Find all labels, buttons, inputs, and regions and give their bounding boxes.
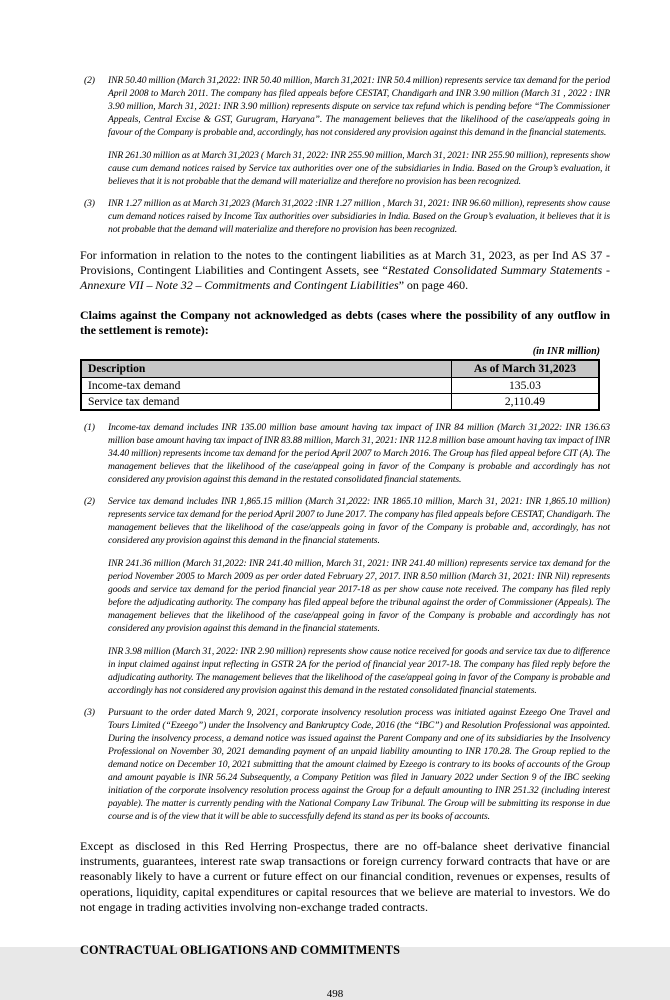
cell-value: 2,110.49 (451, 394, 599, 411)
cell-description: Service tax demand (81, 394, 451, 411)
unit-note: (in INR million) (532, 346, 600, 358)
note-paragraph: INR 1.27 million as at March 31,2023 (March 31,2022 :INR 1.27 million , March 31, 2021: INR 96.60 million), represents show cause cum demand notices raised by Income Tax authorities over subsidiaries in India. Based on the Group’s evaluation, it believes that it is not probable that the demand will materialize and therefore no provision has been recognized. (108, 198, 610, 235)
info-paragraph-text: ” on page 460. (398, 278, 469, 293)
table-header-value: As of March 31,2023 (451, 360, 599, 378)
footnote-paragraph: Service tax demand includes INR 1,865.15 million (March 31,2022: INR 1865.10 million, March 31, 2021: INR 1,865.10 million) represents service tax demand for the period April 2007 to June 2017. The company has filed appeals before CESTAT, Chandigarh. The management believes that the likelihood of the case/appeals going in favor of the Company is probable and, accordingly, has not considered any provision against this demand in the financial statements. (108, 496, 610, 547)
claims-table (80, 359, 600, 411)
cross-reference-title: Restated Consolidated Summary Statements - Annexure VII – Note 32 – Commitments and Contingent Liabilities (80, 263, 610, 293)
note-marker: (2) (84, 75, 95, 86)
table-row (81, 378, 599, 394)
closing-paragraph: Except as disclosed in this Red Herring Prospectus, there are no off-balance sheet derivative financial instruments, guarantees, interest rate swap transactions or foreign currency forward contracts that have or are reasonably likely to have a current or future effect on our financial condition, revenues or expenses, results of operations, liquidity, capital expenditures or capital resources that we believe are material to investors. We do not engage in trading activities involving non-exchange traded contracts. (80, 839, 610, 914)
info-paragraph-text: For information in relation to the notes to the contingent liabilities as at March 31, 2023, as per Ind AS 37 - Provisions, Contingent Liabilities and Contingent Assets, see “ (80, 248, 610, 278)
page-content (80, 74, 610, 1000)
table-row (81, 394, 599, 411)
footnote-item-3 (80, 706, 610, 823)
footnote-paragraph: INR 241.36 million (March 31,2022: INR 241.40 million, March 31, 2021: INR 241.40 million) represents service tax demand for the period November 2005 to March 2009 as per order dated February 27, 2017. INR 8.50 million (March 31, 2021: INR Nil) represents goods and service tax demand for the period financial year 2017-18 as per show cause note received. The company has filed reply before the adjudicating authority. The company has filed appeal before the tribunal against the order of Commissioner (Appeals). The management believes that the likelihood of the case/appeal going in favor of the Company is probable and accordingly has not considered any provision against this demand in the financial statements. (108, 558, 610, 635)
footnote-item-1 (80, 421, 610, 486)
note-paragraph: INR 261.30 million as at March 31,2023 ( March 31, 2022: INR 255.90 million, March 31, 2021: INR 255.90 million), represents show cause cum demand notices raised by Service tax authorities over one of the subsidiaries in India. Based on the Group’s evaluation, it believes that it is not probable that the demand will materialize and therefore no provision has been recognized. (108, 150, 610, 187)
footnote-paragraph: INR 3.98 million (March 31, 2022: INR 2.90 million) represents show cause notice received for goods and service tax due to difference in input claimed against input reflecting in GSTR 2A for the period of financial year 2017-18. The company has filed reply before the adjudicating authority. The management believes that the likelihood of the case/appeal going in favor of the Company is probable and accordingly has not considered any provision against this demand in the restated consolidated financial statements. (108, 646, 610, 697)
footnote-paragraph: Pursuant to the order dated March 9, 2021, corporate insolvency resolution process was initiated against Ezeego One Travel and Tours Limited (“Ezeego”) under the Insolvency and Bankruptcy Code, 2016 (the “IBC”) and Resolution Professional was appointed. During the insolvency process, a demand notice was issued against the Parent Company and one of its subsidiaries by the Insolvency Professional on November 30, 2021 demanding payment of an unpaid liability amounting to INR 170.28. The Group replied to the demand notice on December 10, 2021 submitting that the amount claimed by Ezeego is contrary to its books of accounts of the Group and amount payable is INR 56.24 Subsequently, a Company Petition was filed in January 2022 under Section 9 of the IBC seeking initiation of the corporate insolvency resolution process against the Group for a default amounting to INR 251.32 (including interest payable). The matter is currently pending with the National Company Law Tribunal. The Group will be submitting its response in due course and is of the view that it will be able to successfully defend its stand as per its books of accounts. (108, 707, 610, 823)
footnote-item-2 (80, 495, 610, 697)
footnote-marker: (1) (84, 422, 95, 434)
footnote-marker: (2) (84, 496, 95, 508)
cell-value: 135.03 (451, 378, 599, 394)
table-header-description: Description (81, 360, 451, 378)
note-item-2 (80, 74, 610, 188)
note-marker: (3) (84, 198, 95, 209)
footnote-paragraph: Income-tax demand includes INR 135.00 million base amount having tax impact of INR 84 million (March 31,2022: INR 136.63 million base amount having tax impact of INR 83.88 million, March 31, 2021: INR 112.8 million base amount having tax impact of INR 34.40 million) represents income tax demand for the period April 2007 to March 2016. The Group has filed appeal before CIT (A). The management believes that the likelihood of the case/appeal going in favor of the Company is probable and accordingly has not considered any provision against this demand in the restated consolidated financial statements. (108, 422, 610, 486)
section-heading: CONTRACTUAL OBLIGATIONS AND COMMITMENTS (80, 943, 401, 958)
table-footnotes-block (80, 421, 610, 823)
table-header-row (81, 360, 599, 378)
page-number: 498 (326, 988, 344, 1000)
footnote-marker: (3) (84, 707, 95, 719)
top-notes-block (80, 74, 610, 236)
claims-heading: Claims against the Company not acknowledged as debts (cases where the possibility of any outflow in the settlement is remote): (80, 307, 610, 337)
note-paragraph: INR 50.40 million (March 31,2022: INR 50.40 million, March 31,2021: INR 50.4 million) represents service tax demand for the period April 2008 to March 2011. The company has filed appeals before CESTAT, Chandigarh and INR 3.90 million (March 31 , 2022 : INR 3.90 million, March 31, 2021: INR 3.90 million) represents dispute on service tax refund which is pending before “The Commissioner Appeals, Central Excise & GST, Gurugram, Haryana”. The management believes that the likelihood of the case/appeals going in favour of the Company is probable and, accordingly, has not considered any provision against this demand in the financial statements. (108, 75, 610, 138)
info-paragraph (80, 248, 610, 294)
note-item-3 (80, 197, 610, 236)
cell-description: Income-tax demand (81, 378, 451, 394)
